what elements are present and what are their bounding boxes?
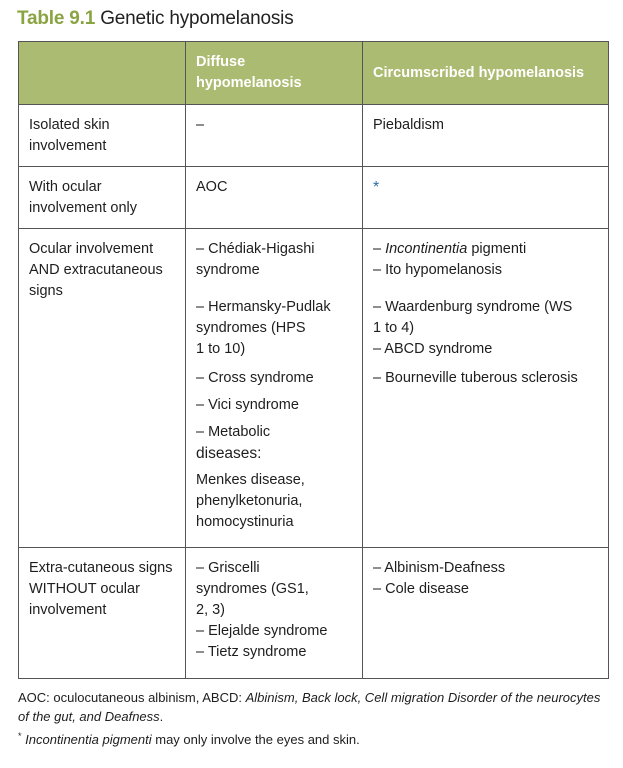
- table-row: [19, 105, 609, 167]
- circumscribed-value: Piebaldism: [373, 117, 444, 133]
- table-title: [17, 8, 294, 30]
- diffuse-cell: [186, 167, 363, 229]
- dash: –: [373, 241, 386, 257]
- footnote-italic: Incontinentia pigmenti: [25, 732, 152, 747]
- row-label: [19, 548, 186, 679]
- list-item: – ABCD syndrome: [373, 341, 493, 357]
- label-line: WITHOUT ocular: [29, 581, 140, 597]
- label-line: involvement: [29, 602, 107, 618]
- list-item: homocystinuria: [196, 514, 294, 530]
- table-number: Table 9.1: [17, 8, 96, 29]
- circumscribed-cell: [363, 548, 609, 679]
- label-line: Isolated skin: [29, 117, 110, 133]
- header-diffuse-line1: Diffuse: [196, 54, 246, 70]
- label-line: AND extracutaneous: [29, 262, 163, 278]
- footnote-mark: *: [18, 731, 22, 741]
- circumscribed-cell: [363, 105, 609, 167]
- table-row: [19, 167, 609, 229]
- abbr-italic: Albinism, Back lock, Cell migration Disorder of the neurocytes of the gut, and Deafness: [18, 690, 601, 724]
- row-label: [19, 105, 186, 167]
- diffuse-cell: [186, 229, 363, 548]
- header-circumscribed: [363, 42, 609, 105]
- abbr-plain: AOC: oculocutaneous albinism, ABCD:: [18, 690, 246, 705]
- row-label: [19, 229, 186, 548]
- list-item: diseases:: [196, 445, 262, 462]
- list-item: – Tietz syndrome: [196, 644, 307, 660]
- list-item: – Bourneville tuberous sclerosis: [373, 370, 578, 386]
- header-row: [19, 42, 609, 105]
- header-empty: [19, 42, 186, 105]
- list-item: – Ito hypomelanosis: [373, 262, 502, 278]
- label-line: signs: [29, 283, 63, 299]
- diffuse-cell: [186, 548, 363, 679]
- circumscribed-cell: [363, 229, 609, 548]
- pigmenti-text: pigmenti: [467, 241, 527, 257]
- label-line: involvement only: [29, 200, 137, 216]
- diffuse-value: AOC: [196, 179, 228, 195]
- header-diffuse: [186, 42, 363, 105]
- list-item: 1 to 10): [196, 341, 246, 357]
- list-item: syndromes (GS1,: [196, 581, 309, 597]
- list-item: – Griscelli: [196, 560, 260, 576]
- list-item: – Hermansky-Pudlak: [196, 299, 331, 315]
- footnote-text: may only involve the eyes and skin.: [151, 732, 360, 747]
- list-item: – Chédiak-Higashi: [196, 241, 315, 257]
- list-item: phenylketonuria,: [196, 493, 303, 509]
- footnote-asterisk: *: [373, 179, 380, 196]
- table-caption: Genetic hypomelanosis: [100, 8, 294, 29]
- list-item: – Metabolic: [196, 424, 271, 440]
- incontinentia-italic: Incontinentia: [385, 241, 468, 257]
- circumscribed-cell: [363, 167, 609, 229]
- list-item: 2, 3): [196, 602, 226, 618]
- header-diffuse-line2: hypomelanosis: [196, 75, 302, 91]
- list-item: – Vici syndrome: [196, 397, 299, 413]
- list-item: syndromes (HPS: [196, 320, 306, 336]
- label-line: Extra-cutaneous signs: [29, 560, 173, 576]
- list-item: syndrome: [196, 262, 260, 278]
- label-line: involvement: [29, 138, 107, 154]
- diffuse-value: –: [196, 117, 205, 133]
- label-line: With ocular: [29, 179, 102, 195]
- footnote: [18, 730, 608, 751]
- diffuse-cell: [186, 105, 363, 167]
- label-line: Ocular involvement: [29, 241, 154, 257]
- abbreviations-note: [18, 688, 608, 726]
- table-notes: [18, 688, 608, 751]
- abbr-end: .: [159, 709, 164, 724]
- list-item: Menkes disease,: [196, 472, 305, 488]
- list-item: – Elejalde syndrome: [196, 623, 328, 639]
- header-circumscribed-label: Circumscribed hypomelanosis: [373, 64, 585, 81]
- list-item: – Albinism-Deafness: [373, 560, 506, 576]
- row-label: [19, 167, 186, 229]
- list-item: – Cross syndrome: [196, 370, 314, 386]
- table-row: [19, 229, 609, 548]
- list-item: [373, 239, 598, 260]
- list-item: – Cole disease: [373, 581, 469, 597]
- table-row: [19, 548, 609, 679]
- list-item: – Waardenburg syndrome (WS: [373, 299, 573, 315]
- list-item: 1 to 4): [373, 320, 415, 336]
- hypomelanosis-table: [18, 41, 609, 679]
